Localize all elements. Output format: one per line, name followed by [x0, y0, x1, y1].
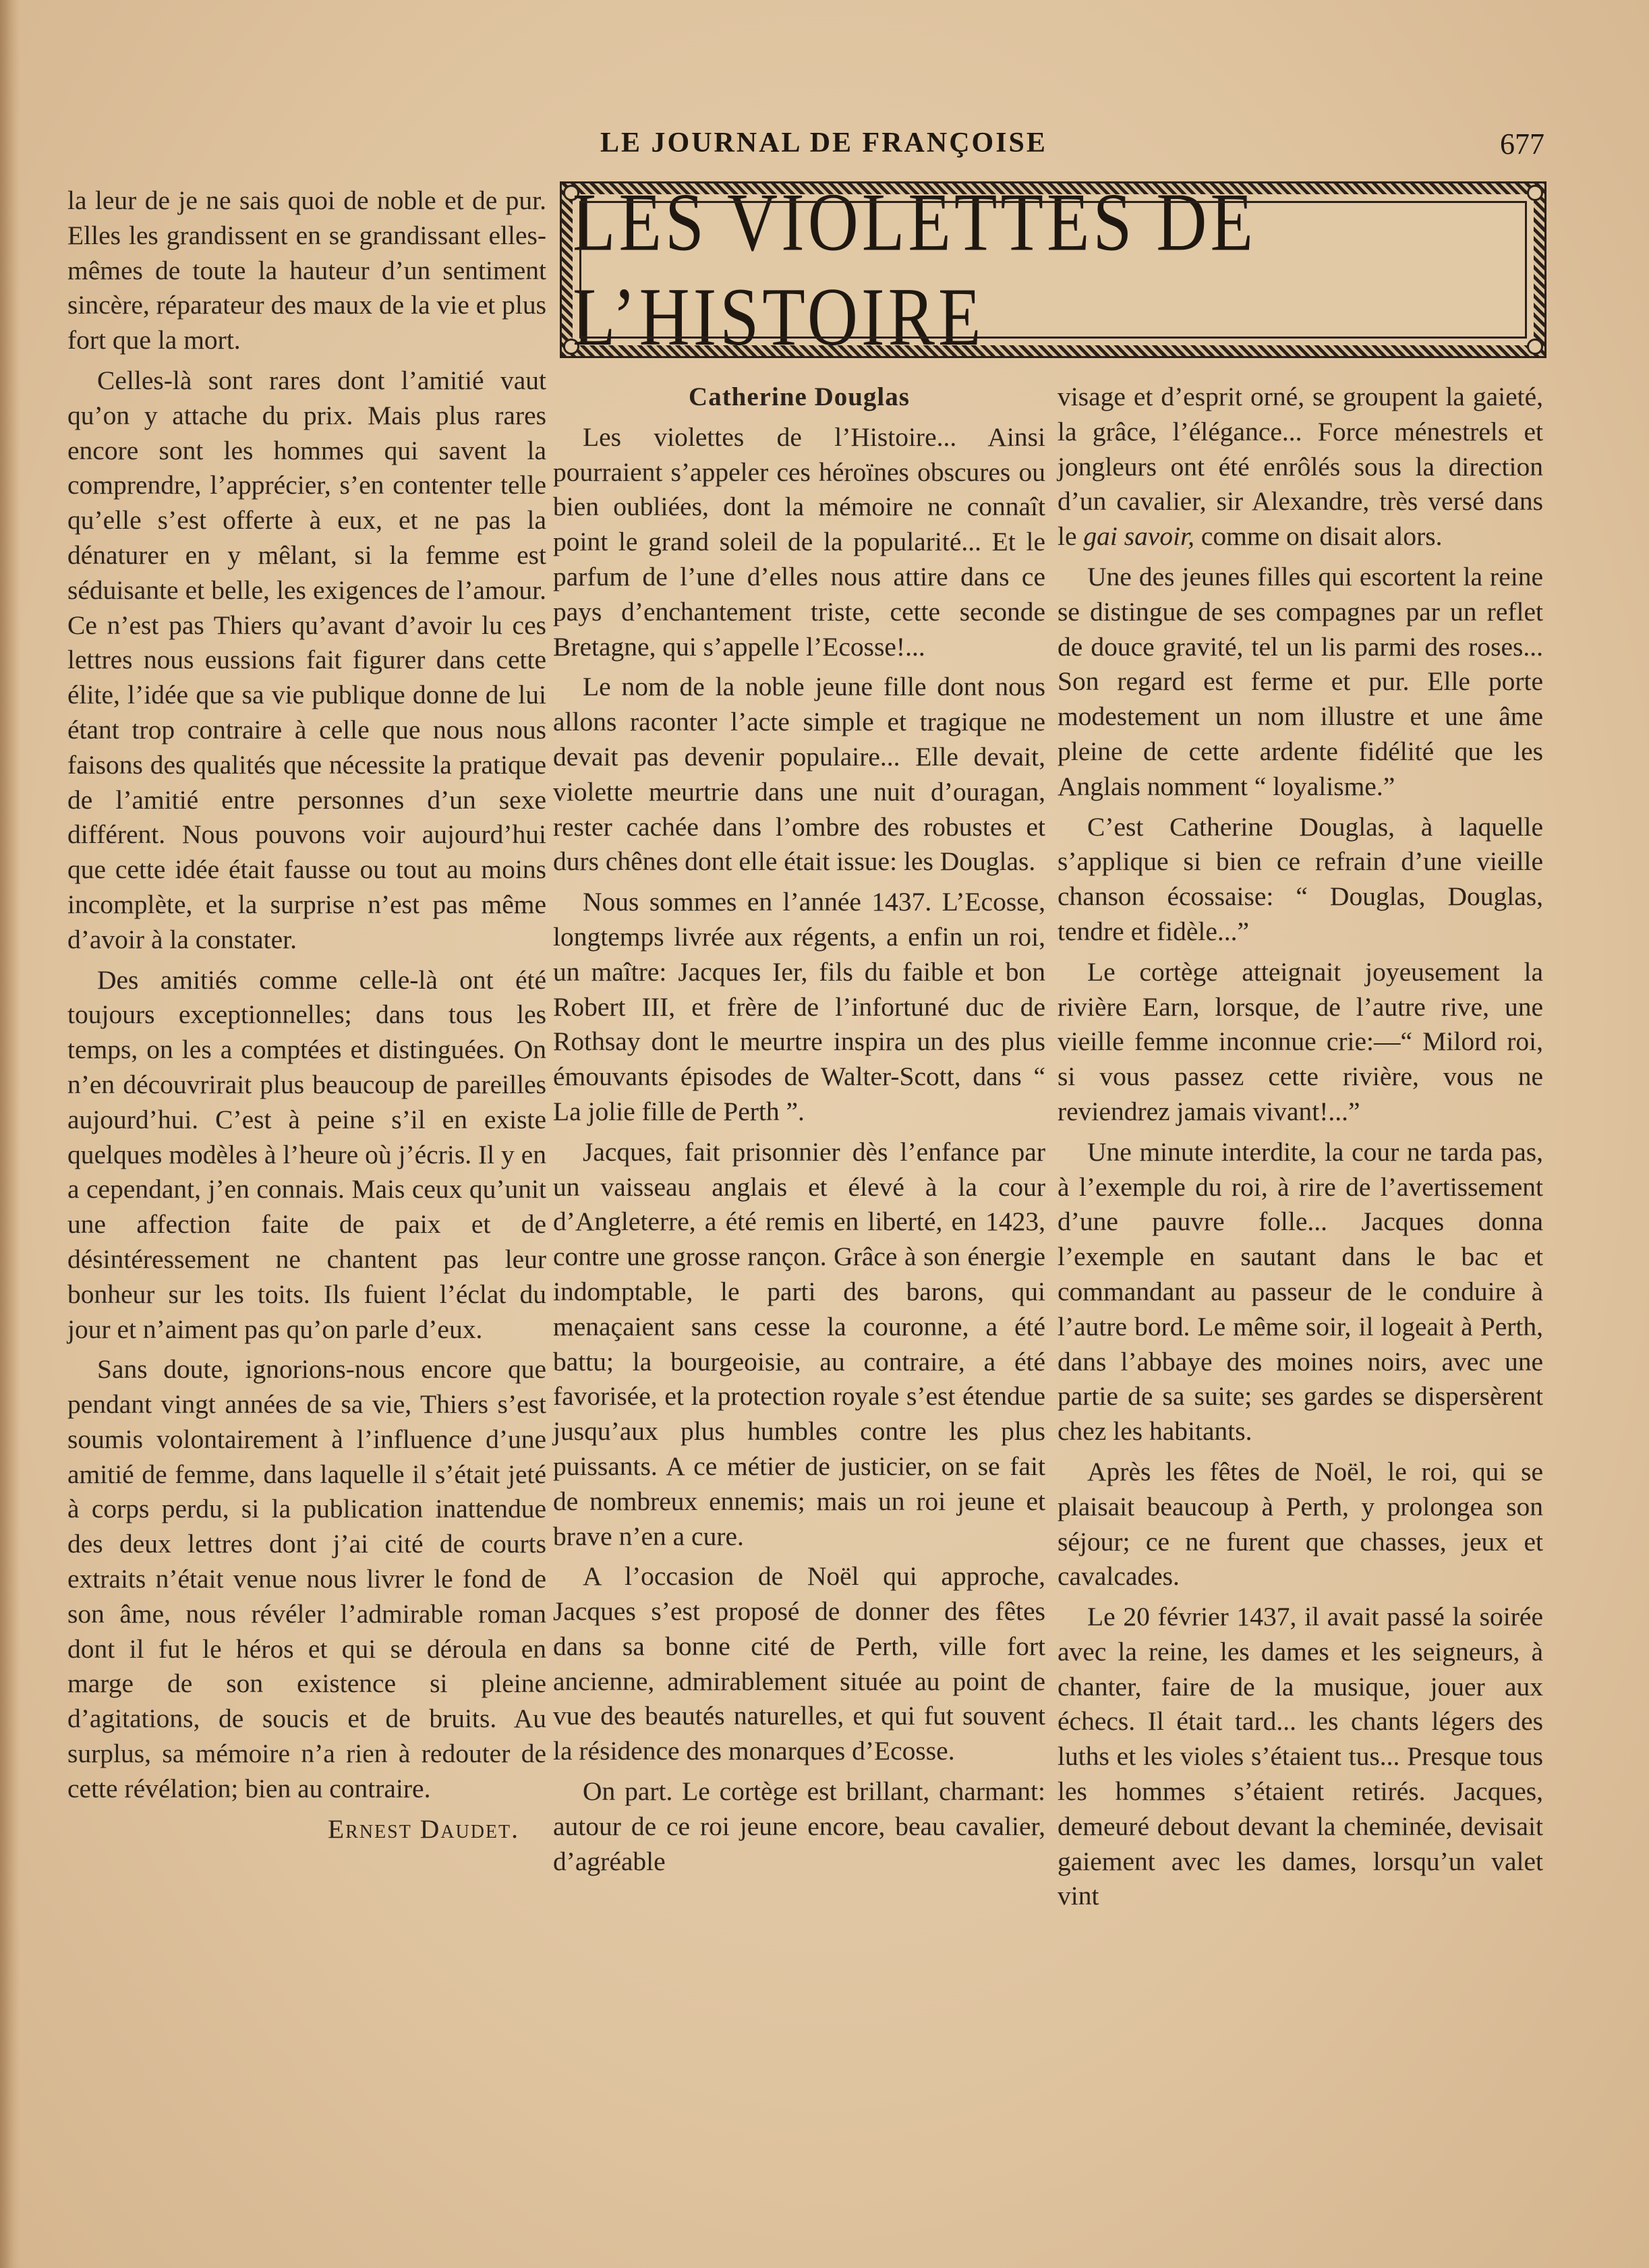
paragraph: Une minute interdite, la cour ne tarda pas, à l’exemple du roi, à rire de l’avertissement d’une pauvre folle... Jacques donna l’exemple en sautant dans le bac et commandant au passeur de le conduire à l’autre bord. Le même soir, il logeait à Perth, dans l’abbaye des moines noirs, avec une partie de sa suite; ses gardes se dispersèrent chez les habitants.	[1058, 1136, 1543, 1447]
text-run: visage et d’esprit orné, se groupent la gaieté, la grâce, l’élégance... Force ménestrels et jongleurs ont été enrôlés sous la direction d’un cavalier, sir Alexandre, très versé dans le	[1058, 382, 1543, 552]
author-signature: Ernest Daudet.	[328, 1813, 519, 1844]
paragraph: On part. Le cortège est brillant, charmant: autour de ce roi jeune encore, beau cavalier, d’agréable	[553, 1776, 1045, 1876]
text-run: comme on disait alors.	[1194, 521, 1443, 552]
journal-title: LE JOURNAL DE FRANÇOISE	[600, 127, 1047, 158]
paragraph: la leur de je ne sais quoi de noble et de pur. Elles les grandissent en se grandissant elles-mêmes de toute la hauteur d’un sentiment sincère, réparateur des maux de la vie et plus fort que la mort.	[67, 185, 546, 355]
paragraph: Le nom de la noble jeune fille dont nous allons raconter l’acte simple et tragique ne devait pas devenir populaire... Elle devait, violette meurtrie dans une nuit d’ouragan, rester cachée dans l’ombre des robustes et durs chênes dont elle était issue: les Douglas.	[553, 672, 1045, 877]
article-subtitle: Catherine Douglas	[689, 382, 910, 411]
page-header	[600, 127, 1544, 167]
article-title: LES VIOLETTES DE L’HISTOIRE	[573, 176, 1256, 364]
paragraph: Après les fêtes de Noël, le roi, qui se plaisait beaucoup à Perth, y prolongea son séjour; ce ne furent que chasses, jeux et cavalcades.	[1058, 1456, 1543, 1592]
paragraph: Des amitiés comme celle-là ont été toujours exceptionnelles; dans tous les temps, on les a comptées et distinguées. On n’en découvrirait plus beaucoup de pareilles aujourd’hui. C’est à peine s’il en existe quelques modèles à l’heure où j’écris. Il y en a cependant, j’en connais. Mais ceux qu’unit une affection faite de paix et de désintéressement ne chantent pas leur bonheur sur les toits. Ils fuient l’éclat du jour et n’aiment pas qu’on parle d’eux.	[67, 964, 546, 1344]
left-column	[67, 183, 546, 1852]
paragraph: Le cortège atteignait joyeusement la rivière Earn, lorsque, de l’autre rive, une vieille femme inconnue crie:—“ Milord roi, si vous passez cette rivière, vous ne reviendrez jamais vivant!...”	[1058, 956, 1543, 1126]
right-column	[1058, 380, 1543, 1919]
page-number: 677	[1500, 127, 1544, 161]
middle-column	[553, 380, 1045, 1884]
paragraph: Sans doute, ignorions-nous encore que pendant vingt années de sa vie, Thiers s’est soumis volontairement à l’influence d’une amitié de femme, dans laquelle il s’était jeté à corps perdu, si la publication inattendue des deux lettres dont j’ai cité de courts extraits n’était venue nous livrer le fond de son âme, nous révéler l’admirable roman dont il fut le héros et qui se déroula en marge de son existence si pleine d’agitations, de soucis et de bruits. Au surplus, sa mémoire n’a rien à redouter de cette révélation; bien au contraire.	[67, 1354, 546, 1803]
page-binding-edge	[0, 0, 20, 2268]
paragraph: Celles-là sont rares dont l’amitié vaut qu’on y attache du prix. Mais plus rares encore sont les hommes qui savent la comprendre, l’apprécier, s’en contenter telle qu’elle s’est offerte à eux, et ne pas la dénaturer en y mêlant, si la femme est séduisante et belle, les exigences de l’amour. Ce n’est pas Thiers qu’avant d’avoir lu ces lettres nous eussions fait figurer dans cette élite, l’idée que sa vie publique donne de lui étant trop contraire à celle que nous nous faisons des qualités que nécessite la pratique de l’amitié entre personnes d’un sexe différent. Nous pouvons voir aujourd’hui que cette idée était fausse ou tout au moins incomplète, et la surprise n’est pas même d’avoir à la constater.	[67, 365, 546, 954]
paragraph: Le 20 février 1437, il avait passé la soirée avec la reine, les dames et les seigneurs, à chanter, faire de la musique, jouer aux échecs. Il était tard... les chants légers des luths et les violes s’étaient tus... Presque tous les hommes s’étaient retirés. Jacques, demeuré debout devant la cheminée, devisait gaiement avec les dames, lorsqu’un valet vint	[1058, 1602, 1543, 1911]
paragraph: A l’occasion de Noël qui approche, Jacques s’est proposé de donner des fêtes dans sa bonne cité de Perth, ville fort ancienne, admirablement située au point de vue des beautés naturelles, et qui fut souvent la résidence des monarques d’Ecosse.	[553, 1561, 1045, 1766]
paragraph	[1058, 380, 1543, 554]
paragraph: Les violettes de l’Histoire... Ainsi pourraient s’appeler ces héroïnes obscures ou bien oubliées, dont la mémoire ne connaît point le grand soleil de la popularité... Et le parfum de l’une d’elles nous attire dans ce pays d’enchantement triste, cette seconde Bretagne, qui s’appelle l’Ecosse!...	[553, 421, 1045, 662]
article-title-box	[562, 176, 1544, 364]
paragraph: Nous sommes en l’année 1437. L’Ecosse, longtemps livrée aux régents, a enfin un roi, un maître: Jacques Ier, fils du faible et bon Robert III, et frère de l’infortuné duc de Rothsay dont le meurtre inspira un des plus émouvants épisodes de Walter-Scott, dans “ La jolie fille de Perth ”.	[553, 887, 1045, 1126]
italic-phrase: gai savoir,	[1083, 521, 1194, 552]
paragraph: C’est Catherine Douglas, à laquelle s’applique si bien ce refrain d’une vieille chanson écossaise: “ Douglas, Douglas, tendre et fidèle...”	[1058, 811, 1543, 946]
paragraph: Jacques, fait prisonnier dès l’enfance par un vaisseau anglais et élevé à la cour d’Angleterre, a été remis en liberté, en 1423, contre une grosse rançon. Grâce à son énergie indomptable, le parti des barons, qui menaçaient sans cesse la couronne, a été battu; la bourgeoisie, au contraire, a été favorisée, et la protection royale s’est étendue jusqu’aux plus humbles contre les plus puissants. A ce métier de justicier, on se fait de nombreux ennemis; mais un roi jeune et brave n’en a cure.	[553, 1136, 1045, 1551]
paragraph: Une des jeunes filles qui escortent la reine se distingue de ses compagnes par un reflet de douce gravité, tel un lis parmi des roses... Son regard est ferme et pur. Elle porte modestement un nom illustre et une âme pleine de cette ardente fidélité que les Anglais nomment “ loyalisme.”	[1058, 561, 1543, 801]
